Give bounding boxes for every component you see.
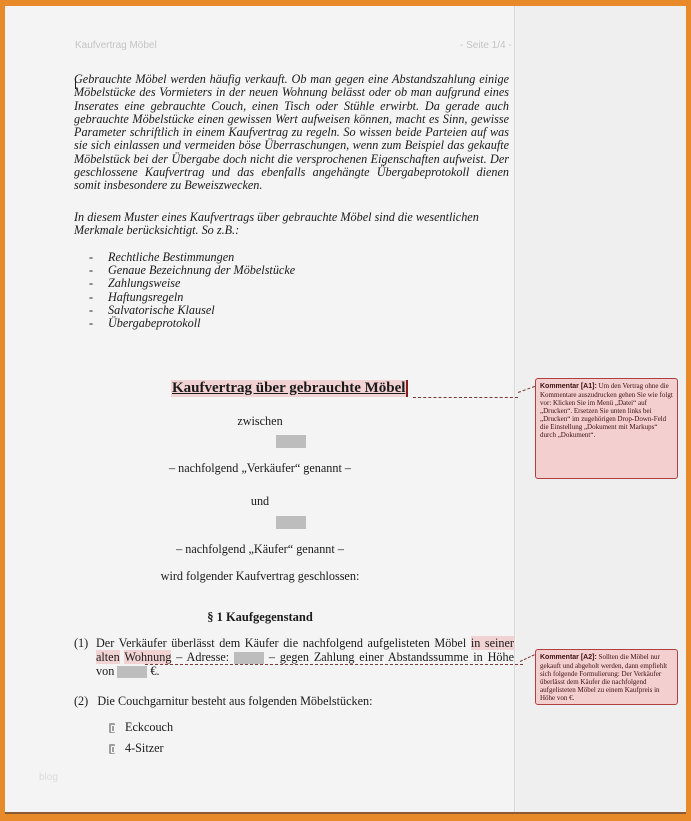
list-item-text: Genaue Bezeichnung der Möbelstücke <box>108 263 296 278</box>
list-item-text: Haftungsregeln <box>108 289 184 304</box>
comment-text: Sollten die Möbel nur gekauft und abgeholt werden, dann empfiehlt sich folgende Formulierung: Der Verkäufer überlässt dem Käufer die nachfolgend aufgelisteten Möbel zu einem Kaufpreis in Höhe von €. <box>540 653 668 702</box>
commented-text-cont[interactable]: Wohnung <box>124 650 172 664</box>
buyer-label: – nachfolgend „Käufer“ genannt – <box>176 542 344 556</box>
checkbox-item[interactable] <box>109 720 173 735</box>
comment-balloon-a1[interactable] <box>535 378 678 479</box>
page-header-title: Kaufvertrag Möbel <box>75 40 157 51</box>
address-field[interactable] <box>234 652 264 664</box>
p1-text-d: €. <box>147 664 160 679</box>
commented-text[interactable]: in seiner alten <box>96 636 514 664</box>
bullet-dash: - <box>89 289 94 304</box>
list-item-text: Zahlungsweise <box>108 276 181 291</box>
closing-text: wird folgender Kaufvertrag geschlossen: <box>160 569 360 583</box>
intro-paragraph: Gebrauchte Möbel werden häufig verkauft. Ob man gegen eine Abstandszahlung einige Möbelstücke des Vormieters in der neuen Wohnung belässt oder ob man aufgrund eines Inserates eine gebrauchte Couch, einen Tisch oder Stühle erwirbt. Da gerade auch gebrauchte Möbelstücke einen gewissen Wert aufweisen können, macht es Sinn, gewisse Parameter schriftlich in einem Kaufvertrag zu regeln. So wissen beide Parteien auf was sie sich einlassen und vermeiden böse Überraschungen, wenn zum Beispiel das gekaufte Möbelstück bei der Übergabe doch nicht die versprochenen Eigenschaften aufweist. Der geschlossene Kaufvertrag und das ebenfalls angehängte Übergabeprotokoll dienen somit insbesondere zu Beweiszwecken. <box>74 72 509 193</box>
checkbox-icon[interactable] <box>109 744 115 754</box>
comment-connector-line <box>413 397 518 398</box>
buyer-name-field[interactable] <box>276 516 306 529</box>
bullet-dash: - <box>89 276 94 291</box>
between-text: zwischen <box>237 414 283 428</box>
list-item <box>89 291 489 304</box>
feature-list <box>89 251 489 330</box>
checkbox-label: Eckcouch <box>125 720 174 734</box>
watermark: blog <box>39 772 58 783</box>
list-item-text: Salvatorische Klausel <box>108 302 215 317</box>
p1-text-c: – gegen Zahlung einer Abstandssumme in Höhe von <box>96 650 514 679</box>
checkbox-icon[interactable] <box>109 723 115 733</box>
p1-text-b: – Adresse: <box>171 650 235 664</box>
contract-title[interactable]: Kaufvertrag über gebrauchte Möbel <box>171 380 408 397</box>
paragraph-2-text: Die Couchgarnitur besteht aus folgenden Möbelstücken: <box>97 694 373 708</box>
paragraph-number: (1) <box>74 636 89 650</box>
bullet-dash: - <box>89 316 94 331</box>
bullet-dash: - <box>89 302 94 317</box>
list-item <box>89 317 489 330</box>
checkbox-label: 4-Sitzer <box>125 741 164 755</box>
intro-paragraph-2: In diesem Muster eines Kaufvertrags über gebrauchte Möbel sind die wesentlichen Merkmale berücksichtigt. So z.B.: <box>74 210 479 238</box>
bullet-dash: - <box>89 263 94 278</box>
paragraph-1-text <box>96 636 514 678</box>
checkbox-item[interactable] <box>109 741 164 756</box>
paragraph-2 <box>74 694 373 709</box>
comment-label: Kommentar [A2]: <box>540 654 597 661</box>
seller-name-field[interactable] <box>276 435 306 448</box>
bullet-dash: - <box>89 250 94 264</box>
section-1-heading: § 1 Kaufgegenstand <box>207 610 313 624</box>
document-page <box>5 6 515 812</box>
list-item-text: Übergabeprotokoll <box>108 316 201 331</box>
seller-label: – nachfolgend „Verkäufer“ genannt – <box>168 461 352 475</box>
paragraph-number: (2) <box>74 694 89 708</box>
comment-connector-line <box>145 664 523 665</box>
page-header-page-number: - Seite 1/4 - <box>460 40 512 51</box>
comment-balloon-a2[interactable] <box>535 649 678 705</box>
amount-field[interactable] <box>117 666 147 678</box>
comment-label: Kommentar [A1]: <box>540 383 597 390</box>
and-text: und <box>250 494 270 508</box>
list-item <box>89 277 489 290</box>
comment-text: Um den Vertrag ohne die Kommentare auszudrucken gehen Sie wie folgt vor: Klicken Sie im Menü „Datei“ auf „Drucken“. Ersetzen Sie unten links bei „Drucken“ im zugehörigen Drop-Down-Feld die Einstellung „Dokument mit Markups“ durch „Dokument“. <box>540 382 673 439</box>
list-item-text: Rechtliche Bestimmungen <box>108 250 235 264</box>
p1-text-a: Der Verkäufer überlässt dem Käufer die nachfolgend aufgelisteten Möbel <box>96 636 471 650</box>
